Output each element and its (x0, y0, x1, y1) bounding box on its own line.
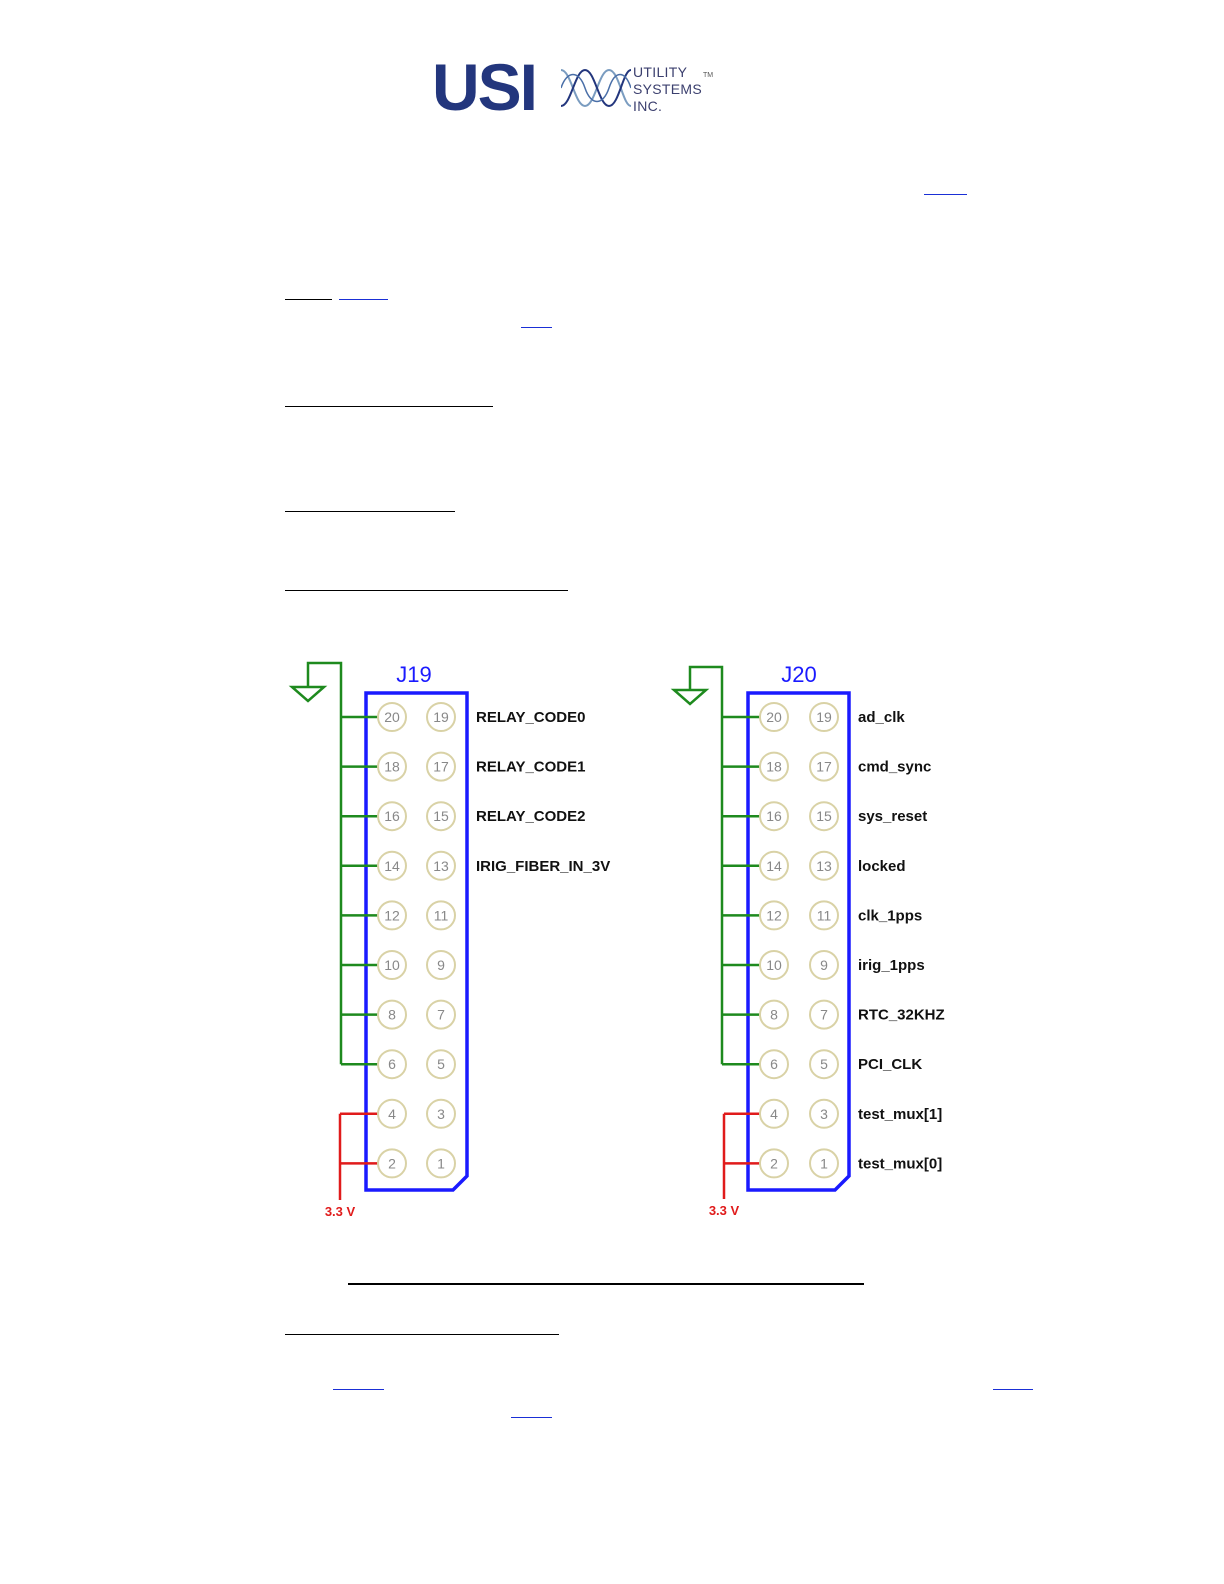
logo-line-1: UTILITY (633, 64, 688, 80)
j20-pin-number: 14 (766, 857, 782, 874)
j19-pin-number: 13 (433, 857, 449, 874)
j20-pin-number: 2 (770, 1155, 778, 1172)
j20-pin-number: 9 (820, 957, 828, 973)
j20-signal-label: clk_1pps (858, 907, 923, 925)
j19-signal-label: RELAY_CODE2 (476, 808, 586, 826)
j20-pin-number: 11 (816, 907, 832, 924)
j19-signal-label: RELAY_CODE0 (476, 709, 586, 726)
j19-signal-label: RELAY_CODE1 (476, 758, 586, 776)
j19-pin-number: 5 (437, 1056, 445, 1073)
j19-pin-number: 19 (433, 709, 449, 725)
j20-pin-number: 3 (820, 1105, 828, 1122)
j19-pin-number: 14 (384, 857, 400, 874)
j20-signal-label: test_mux[1] (858, 1105, 943, 1123)
j20-ground-icon (674, 690, 706, 704)
j20-signal-label: ad_clk (858, 709, 905, 726)
j19-pin-number: 11 (433, 907, 449, 924)
logo-wordmark: USI (432, 50, 537, 124)
j20-pin-number: 8 (770, 1006, 778, 1023)
j19-ground-bus (308, 663, 341, 1064)
j19-pin-number: 1 (437, 1155, 445, 1172)
j19-pin-number: 7 (437, 1006, 445, 1023)
logo-trademark: TM (703, 72, 714, 79)
j20-signal-label: cmd_sync (858, 758, 932, 776)
j20-pin-number: 7 (820, 1006, 828, 1023)
logo-line-2: SYSTEMS (633, 81, 703, 97)
j19-ground-icon (292, 687, 324, 701)
j20-pin-number: 6 (770, 1056, 778, 1073)
j20-pin-number: 19 (816, 709, 832, 725)
j20-signal-label: locked (858, 857, 906, 875)
j19-pin-number: 3 (437, 1105, 445, 1122)
j19-pin-number: 8 (388, 1006, 396, 1023)
j19-pin-number: 16 (384, 808, 400, 825)
logo-line-3: INC. (633, 98, 663, 114)
j20-signal-label: sys_reset (858, 808, 928, 826)
j20-signal-label: irig_1pps (858, 957, 925, 974)
j19-label: J19 (396, 662, 432, 687)
j20-pin-number: 5 (820, 1056, 828, 1073)
j20-pin-number: 17 (816, 758, 832, 775)
j20-power-label: 3.3 V (708, 1203, 740, 1218)
j19-pin-number: 2 (388, 1155, 396, 1172)
j20-pin-number: 13 (816, 857, 832, 874)
j20-pin-number: 10 (766, 957, 782, 973)
j20-signal-label: PCI_CLK (858, 1056, 923, 1074)
j19-pin-number: 12 (384, 907, 400, 924)
j20-pin-number: 1 (820, 1155, 828, 1172)
j19-power-label: 3.3 V (324, 1204, 356, 1219)
j19-pin-number: 18 (384, 758, 400, 775)
j20-pin-number: 20 (766, 709, 782, 725)
j19-pin-number: 15 (433, 808, 449, 825)
j20-signal-label: test_mux[0] (858, 1155, 943, 1173)
j20-pin-number: 15 (816, 808, 832, 825)
j19-pin-number: 4 (388, 1105, 396, 1122)
j20-pin-number: 16 (766, 808, 782, 825)
j19-pin-number: 10 (384, 957, 400, 973)
j20-pin-number: 18 (766, 758, 782, 775)
j19-signal-label: IRIG_FIBER_IN_3V (476, 857, 611, 875)
j20-pin-number: 12 (766, 907, 782, 924)
j20-label: J20 (781, 662, 817, 687)
j19-pin-number: 6 (388, 1056, 396, 1073)
j19-pin-number: 20 (384, 709, 400, 725)
j20-signal-label: RTC_32KHZ (858, 1006, 945, 1024)
j19-pin-number: 9 (437, 957, 445, 973)
j20-ground-bus (690, 667, 722, 1064)
j20-pin-number: 4 (770, 1105, 778, 1122)
j19-pin-number: 17 (433, 758, 449, 775)
